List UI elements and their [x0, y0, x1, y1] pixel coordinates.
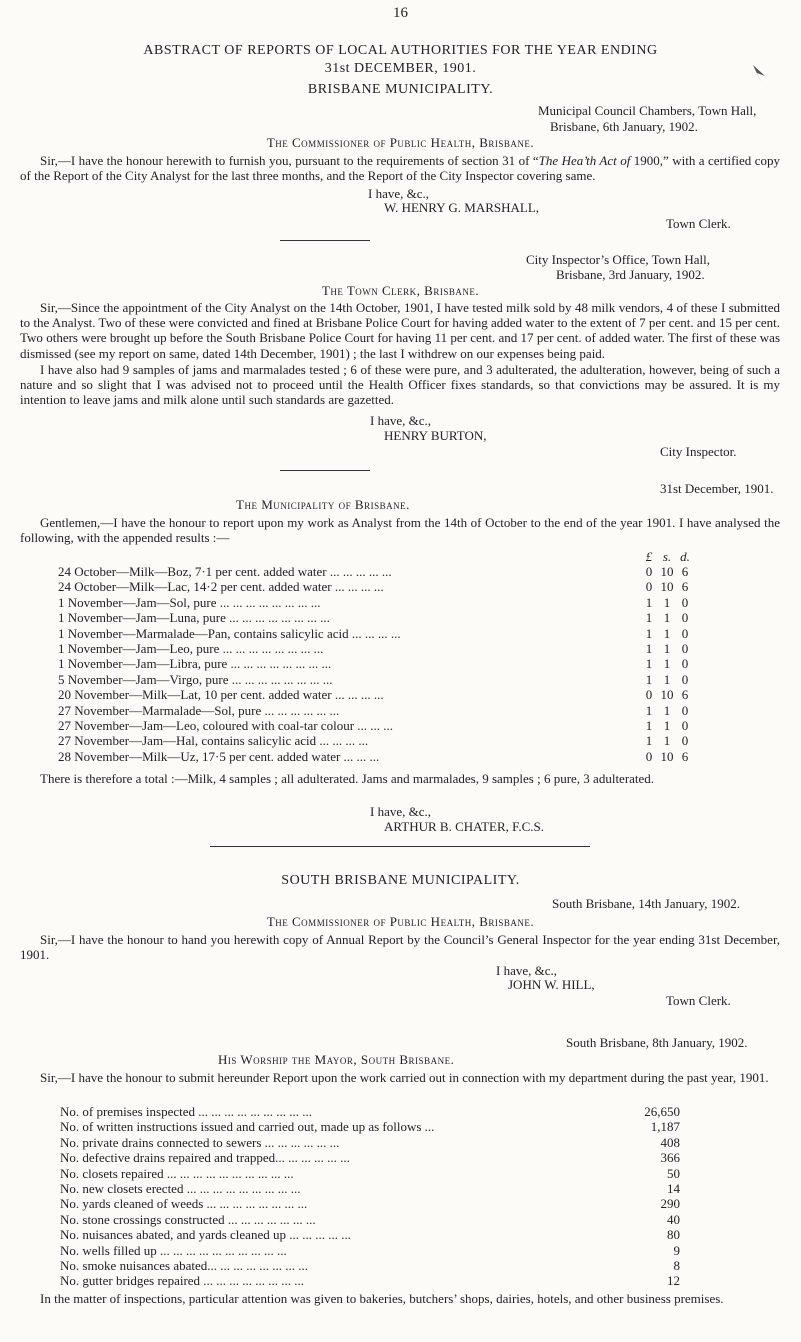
sb-letter1-signer: JOHN W. HILL,: [508, 977, 595, 992]
fee-shillings: 1: [663, 641, 671, 656]
inspection-item-label: No. smoke nuisances abated... ... ... ... ... ... ... ...: [60, 1258, 309, 1273]
pencil-mark-icon: [753, 65, 765, 82]
fee-shillings: 10: [660, 579, 674, 595]
currency-columns: [640, 549, 710, 564]
fee-shillings: 1: [663, 733, 671, 749]
sb-letter1-recipient: The Commissioner of Public Health, Brisbane.: [266, 914, 535, 929]
inspection-item-value: 290: [660, 1196, 680, 1212]
sample-fee: [640, 610, 710, 625]
sample-fee: [640, 656, 710, 671]
fee-pounds: 0: [645, 748, 653, 764]
fee-pence: 0: [681, 594, 689, 610]
sample-fee: [640, 733, 710, 748]
letter1-body-end: 1900,” with a certified copy of the Report of the City Analyst for the last three months, and the Report of the City Inspector covering same.: [20, 153, 781, 184]
sample-description: 24 October—Milk—Boz, 7·1 per cent. added water ... ... ... ... ...: [58, 564, 392, 579]
sample-description: 27 November—Marmalade—Sol, pure ... ... ... ... ... ...: [58, 702, 340, 718]
inspection-item-value: 408: [660, 1134, 680, 1150]
fee-shillings: 1: [663, 718, 671, 733]
fee-pounds: 0: [645, 579, 653, 595]
letter2-recipient: The Town Clerk, Brisbane.: [321, 283, 480, 298]
south-brisbane-section-title: SOUTH BRISBANE MUNICIPALITY.: [281, 873, 520, 888]
fee-shillings: 1: [663, 671, 671, 687]
sample-fee: [640, 564, 710, 579]
sample-description: 1 November—Jam—Libra, pure ... ... ... ... ... ... ... ...: [58, 656, 332, 672]
inspection-item-label: No. defective drains repaired and trapped... ... ... ... ... ...: [60, 1150, 350, 1166]
pounds-header: £: [645, 549, 653, 564]
sample-fee: [640, 749, 710, 764]
inspection-item-label: No. gutter bridges repaired ... ... ... ... ... ... ... ...: [60, 1273, 305, 1289]
fee-pounds: 0: [645, 564, 653, 579]
sb-letter1-address: South Brisbane, 14th January, 1902.: [552, 896, 740, 911]
letter3-total: There is therefore a total :—Milk, 4 samples ; all adulterated. Jams and marmalades, 9 samples ; 6 pure, 3 adulterated.: [40, 771, 655, 786]
letter2-address-line2: Brisbane, 3rd January, 1902.: [556, 267, 705, 282]
letter2-signer: HENRY BURTON,: [384, 428, 487, 443]
report-heading: ABSTRACT OF REPORTS OF LOCAL AUTHORITIES FOR THE YEAR ENDING: [143, 43, 658, 58]
brisbane-section-title: BRISBANE MUNICIPALITY.: [307, 82, 494, 97]
inspection-item-label: No. nuisances abated, and yards cleaned up ... ... ... ... ...: [60, 1227, 351, 1243]
sample-fee: [640, 672, 710, 687]
sample-description: 27 November—Jam—Hal, contains salicylic acid ... ... ... ...: [58, 733, 369, 749]
fee-pence: 0: [681, 702, 689, 718]
fee-shillings: 1: [663, 594, 671, 610]
fee-pence: 0: [681, 625, 689, 641]
sample-fee: [640, 703, 710, 718]
fee-shillings: 1: [663, 625, 671, 641]
letter2-closing: I have, &c.,: [370, 413, 432, 428]
sb-letter1-signer-title: Town Clerk.: [666, 993, 731, 1008]
fee-pence: 6: [681, 748, 689, 764]
sb-letter1-body: Sir,—I have the honour to hand you herewith copy of Annual Report by the Council’s General Inspector for the year ending 31st December, 1901.: [20, 932, 780, 963]
fee-pence: 0: [681, 610, 689, 626]
letter3-closing: I have, &c.,: [370, 804, 432, 819]
inspection-item-label: No. new closets erected ... ... ... ... ... ... ... ... ...: [60, 1181, 301, 1196]
inspection-item-label: No. stone crossings constructed ... ... ... ... ... ... ...: [60, 1211, 316, 1227]
letter1-closing: I have, &c.,: [368, 186, 430, 201]
fee-pounds: 1: [645, 610, 653, 626]
fee-pounds: 1: [645, 702, 653, 718]
margin-pencil-mark: [731, 60, 781, 100]
pence-header: d.: [680, 549, 690, 564]
letter3-date: 31st December, 1901.: [660, 481, 774, 496]
fee-pence: 0: [681, 733, 689, 749]
inspection-item-value: 12: [667, 1273, 680, 1289]
inspection-item-value: 80: [667, 1227, 680, 1243]
inspection-item-value: 1,187: [650, 1119, 680, 1135]
sb-letter1-closing: I have, &c.,: [496, 963, 558, 978]
section-divider: [280, 470, 370, 471]
page-number: 16: [393, 5, 408, 21]
report-heading-date: 31st DECEMBER, 1901.: [324, 61, 477, 76]
inspection-item-value: 40: [667, 1211, 680, 1227]
sb-letter2-closing-paragraph: In the matter of inspections, particular attention was given to bakeries, butchers’ shops, dairies, hotels, and other business premises.: [40, 1291, 724, 1306]
inspection-item-value: 26,650: [644, 1104, 680, 1119]
fee-pounds: 1: [645, 656, 653, 672]
fee-pounds: 1: [645, 733, 653, 749]
sample-fee: [640, 579, 710, 594]
shillings-header: s.: [662, 549, 672, 564]
letter1-recipient: The Commissioner of Public Health, Brisbane.: [266, 135, 535, 150]
fee-pounds: 1: [645, 641, 653, 656]
sample-fee: [640, 595, 710, 610]
letter2-signer-title: City Inspector.: [660, 444, 737, 459]
letter3-recipient: The Municipality of Brisbane.: [236, 497, 410, 512]
fee-pounds: 0: [645, 687, 653, 703]
letter2-address-line1: City Inspector’s Office, Town Hall,: [526, 252, 710, 267]
letter2-paragraph2: I have also had 9 samples of jams and marmalades tested ; 6 of these were pure, and 3 adulterated, the adulteration, however, being of such a nature and so slight that I was advised not to proceed until the Health Officer fixes standards, so that convictions may be assured. It is my intention to leave jams and milk alone until such standards are gazetted.: [20, 362, 780, 408]
fee-pounds: 1: [645, 718, 653, 733]
sample-description: 1 November—Jam—Luna, pure ... ... ... ... ... ... ... ...: [58, 610, 330, 626]
sample-fee: [640, 641, 710, 656]
inspection-item-label: No. wells filled up ... ... ... ... ... ... ... ... ... ...: [60, 1242, 287, 1258]
inspection-item-value: 366: [660, 1150, 680, 1166]
fee-pence: 0: [681, 718, 689, 733]
letter1-address-line2: Brisbane, 6th January, 1902.: [550, 119, 698, 134]
sb-letter2-intro: Sir,—I have the honour to submit hereunder Report upon the work carried out in connection with my department during the past year, 1901.: [40, 1070, 769, 1085]
sample-fee: [640, 718, 710, 733]
section-divider: [280, 240, 370, 241]
fee-pence: 0: [681, 641, 689, 656]
fee-pence: 0: [681, 671, 689, 687]
inspection-item-value: 8: [673, 1258, 680, 1273]
sample-description: 28 November—Milk—Uz, 17·5 per cent. added water ... ... ...: [58, 748, 380, 764]
fee-pence: 6: [681, 687, 689, 703]
sample-fee: [640, 626, 710, 641]
fee-shillings: 10: [660, 687, 674, 703]
municipality-divider: [210, 846, 590, 847]
fee-pounds: 1: [645, 594, 653, 610]
fee-pence: 6: [681, 579, 689, 595]
sample-description: 27 November—Jam—Leo, coloured with coal-tar colour ... ... ...: [58, 718, 394, 733]
letter1-signer-title: Town Clerk.: [666, 216, 731, 231]
inspection-item-label: No. closets repaired ... ... ... ... ... ... ... ... ... ...: [60, 1165, 294, 1181]
inspection-item-label: No. of premises inspected ... ... ... ... ... ... ... ... ...: [60, 1104, 313, 1119]
sample-description: 24 October—Milk—Lac, 14·2 per cent. added water ... ... ... ...: [58, 579, 384, 595]
sample-description: 1 November—Jam—Sol, pure ... ... ... ... ... ... ... ...: [58, 594, 321, 610]
fee-pounds: 1: [645, 625, 653, 641]
inspection-item-label: No. of written instructions issued and carried out, made up as follows ...: [60, 1119, 435, 1135]
fee-pence: 0: [681, 656, 689, 672]
sample-fee: [640, 687, 710, 702]
health-act-title: The Hea’th Act of: [538, 153, 631, 168]
inspection-item-label: No. yards cleaned of weeds ... ... ... ... ... ... ... ...: [60, 1196, 308, 1212]
fee-shillings: 10: [660, 748, 674, 764]
inspection-item-value: 9: [673, 1242, 680, 1258]
fee-pence: 6: [681, 564, 689, 579]
sample-description: 20 November—Milk—Lat, 10 per cent. added water ... ... ... ...: [58, 687, 384, 703]
fee-shillings: 10: [660, 564, 674, 579]
sb-letter2-address: South Brisbane, 8th January, 1902.: [566, 1035, 748, 1050]
letter1-body: [20, 153, 780, 183]
inspection-item-label: No. private drains connected to sewers ... ... ... ... ... ...: [60, 1134, 340, 1150]
fee-pounds: 1: [645, 671, 653, 687]
sb-letter2-recipient: His Worship the Mayor, South Brisbane.: [218, 1052, 455, 1067]
letter1-body-start: Sir,—I have the honour herewith to furnish you, pursuant to the requirements of section 31 of “: [40, 153, 539, 168]
inspection-item-value: 50: [667, 1165, 680, 1181]
letter3-signer: ARTHUR B. CHATER, F.C.S.: [384, 819, 544, 834]
fee-shillings: 1: [663, 656, 671, 672]
sample-description: 1 November—Jam—Leo, pure ... ... ... ... ... ... ... ...: [58, 641, 324, 656]
fee-shillings: 1: [663, 702, 671, 718]
letter2-paragraph1: Sir,—Since the appointment of the City Analyst on the 14th October, 1901, I have tested milk sold by 48 milk vendors, 4 of these I submitted to the Analyst. Two of these were convicted and fined at Brisbane Police Court for having added water to the extent of 7 per cent. and 15 per cent. Two others were brought up before the South Brisbane Police Court for having 11 per cent. and 17 per cent. of added water. The first of these was dismissed (see my report on same, dated 14th December, 1901) ; the last I withdrew on our expenses being paid.: [20, 300, 780, 361]
letter3-intro: Gentlemen,—I have the honour to report upon my work as Analyst from the 14th of October to the end of the year 1901. I have analysed the following, with the appended results :—: [20, 515, 780, 546]
sample-description: 5 November—Jam—Virgo, pure ... ... ... ... ... ... ... ...: [58, 671, 333, 687]
sample-description: 1 November—Marmalade—Pan, contains salicylic acid ... ... ... ...: [58, 625, 401, 641]
inspection-item-value: 14: [667, 1181, 680, 1196]
letter1-address-line1: Municipal Council Chambers, Town Hall,: [538, 103, 757, 118]
letter1-signer: W. HENRY G. MARSHALL,: [384, 200, 540, 215]
fee-shillings: 1: [663, 610, 671, 626]
